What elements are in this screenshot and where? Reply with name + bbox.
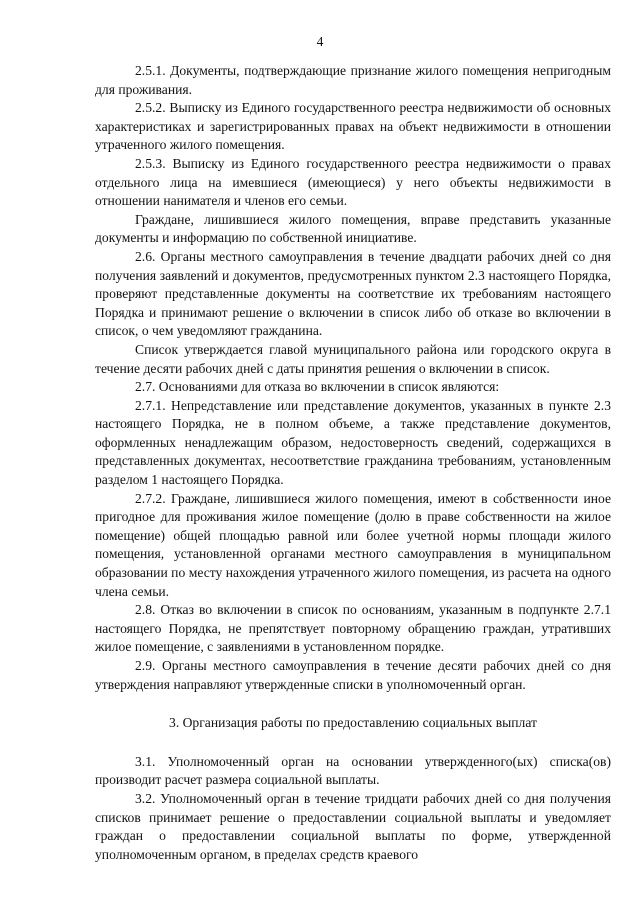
paragraph-2-9: 2.9. Органы местного самоуправления в течение десяти рабочих дней со дня утверждения направляют утвержденные списки в уполномоченный орган.: [95, 658, 611, 692]
paragraph-2-5-1: 2.5.1. Документы, подтверждающие признание жилого помещения непригодным для проживания.: [95, 63, 611, 97]
paragraph-2-5-2: 2.5.2. Выписку из Единого государственного реестра недвижимости об основных характеристиках и зарегистрированных правах на объект недвижимости в отношении утраченного жилого помещения.: [95, 100, 611, 153]
page-number: 4: [316, 34, 324, 49]
paragraph-2-8: 2.8. Отказ во включении в список по основаниям, указанным в подпункте 2.7.1 настоящего Порядка, не препятствует повторному обращению граждан, утративших жилое помещение, с заявлениями в установленном порядке.: [95, 602, 611, 655]
paragraph-2-7-1: 2.7.1. Непредставление или представление документов, указанных в пункте 2.3 настоящего Порядка, не в полном объеме, а также представление документов, оформленных ненадлежащим образом, недостоверность сведений, содержащихся в представленных документах, несоответствие гражданина требованиям, установленным разделом 1 настоящего Порядка.: [95, 397, 611, 488]
paragraph-own-initiative: Граждане, лишившиеся жилого помещения, вправе представить указанные документы и информацию по собственной инициативе.: [95, 211, 611, 246]
section-heading: 3. Организация работы по предоставлению социальных выплат: [169, 715, 537, 731]
paragraph-3-1: 3.1. Уполномоченный орган на основании утвержденного(ых) списка(ов) производит расчет размера социальной выплаты.: [95, 753, 611, 788]
paragraph-2-7: 2.7. Основаниями для отказа во включении в список являются:: [135, 379, 500, 395]
paragraph-2-7-2: 2.7.2. Граждане, лишившиеся жилого помещения, имеют в собственности иное пригодное для проживания жилое помещение (долю в праве собственности на жилое помещение) общей площадью равной или более учетной нормы площади жилого помещения, установленной органами местного самоуправления в муниципальном образовании по месту нахождения утраченного жилого помещения, из расчета на одного члена семьи.: [95, 490, 611, 599]
paragraph-list-approval: Список утверждается главой муниципального района или городского округа в течение десяти рабочих дней с даты принятия решения о включении в список.: [95, 341, 611, 376]
paragraph-2-6: 2.6. Органы местного самоуправления в течение двадцати рабочих дней со дня получения заявлений и документов, предусмотренных пунктом 2.3 настоящего Порядка, проверяют представленные документы на соответствие их требованиям настоящего Порядка и принимают решение о включении в список либо об отказе во включении в список, о чем уведомляют гражданина.: [95, 248, 611, 339]
paragraph-3-2: 3.2. Уполномоченный орган в течение тридцати рабочих дней со дня получения списков принимает решение о предоставлении социальной выплаты и уведомляет граждан о предоставлении социальной выплаты по форме, утвержденной уполномоченным органом, в пределах средств краевого: [95, 790, 611, 862]
document-body: [95, 62, 611, 864]
paragraph-2-5-3: 2.5.3. Выписку из Единого государственного реестра недвижимости о правах отдельного лица на имевшиеся (имеющиеся) у него объекты недвижимости в отношении нанимателя и членов его семьи.: [95, 155, 611, 209]
